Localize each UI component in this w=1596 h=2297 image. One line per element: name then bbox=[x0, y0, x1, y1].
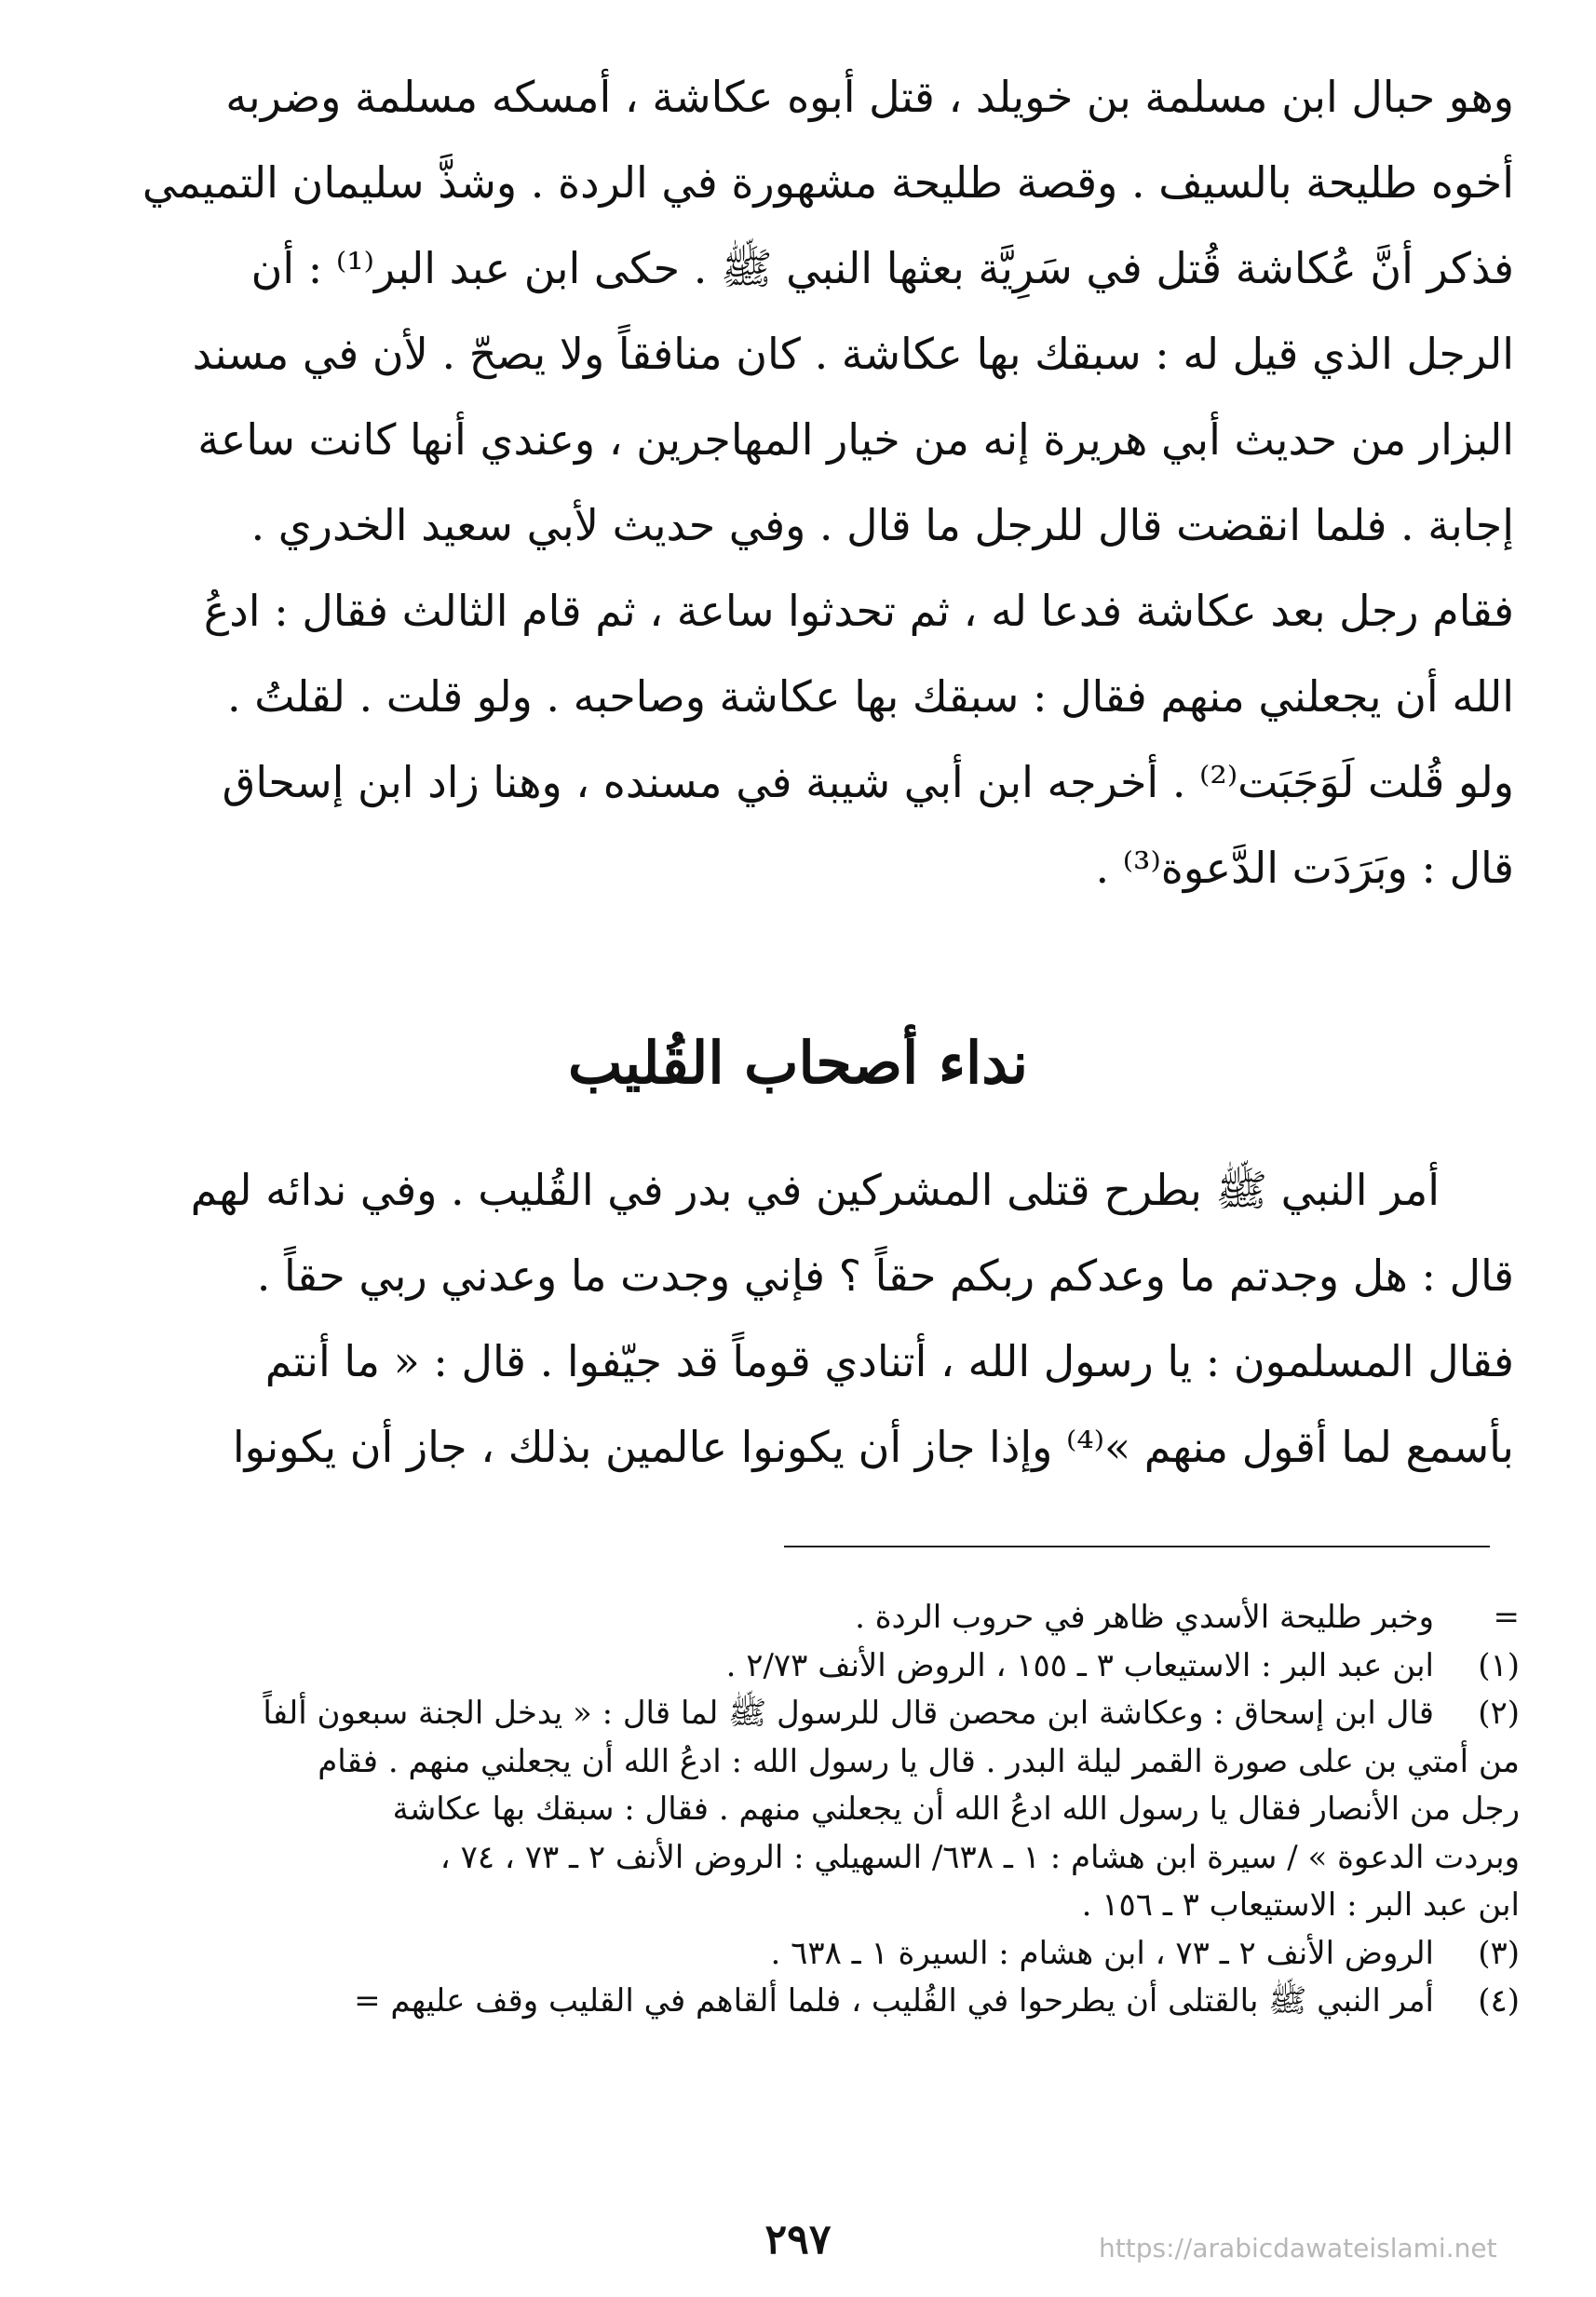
text-line: بأسمع لما أقول منهم »⁽⁴⁾ وإذا جاز أن يكونوا عالمين بذلك ، جاز أن يكونوا bbox=[232, 1422, 1514, 1472]
text-line: وهو حبال ابن مسلمة بن خويلد ، قتل أبوه عكاشة ، أمسكه مسلمة وضربه bbox=[225, 72, 1514, 122]
text-line: الرجل الذي قيل له : سبقك بها عكاشة . كان منافقاً ولا يصحّ . لأن في مسند bbox=[192, 329, 1514, 379]
text-line: أخوه طليحة بالسيف . وقصة طليحة مشهورة في الردة . وشذَّ سليمان التميمي bbox=[142, 157, 1514, 208]
watermark-url: https://arabicdawateislami.net bbox=[1099, 2233, 1497, 2263]
page-number: ٢٩٧ bbox=[764, 2216, 832, 2263]
text-line: فذكر أنَّ عُكاشة قُتل في سَرِيَّة بعثها النبي ﷺ . حكى ابن عبد البر⁽¹⁾ : أن bbox=[250, 243, 1514, 293]
footnote-line: وخبر طليحة الأسدي ظاهر في حروب الردة . bbox=[855, 1599, 1434, 1636]
footnote-line: أمر النبي ﷺ بالقتلى أن يطرحوا في القُليب ، فلما ألقاهم في القليب وقف عليهم = bbox=[354, 1982, 1434, 2020]
footnote-mark: (٤) bbox=[1478, 1982, 1520, 2020]
footnote-2-cont bbox=[76, 1738, 1520, 1930]
text-line: قال : هل وجدتم ما وعدكم ربكم حقاً ؟ فإني وجدت ما وعدني ربي حقاً . bbox=[256, 1250, 1514, 1301]
section-heading: نداء أصحاب القُليب bbox=[567, 1029, 1029, 1097]
text-line: إجابة . فلما انقضت قال للرجل ما قال . وفي حديث لأبي سعيد الخدري . bbox=[250, 500, 1514, 550]
footnote-line: قال ابن إسحاق : وعكاشة ابن محصن قال للرسول ﷺ لما قال : « يدخل الجنة سبعون ألفاً bbox=[263, 1695, 1434, 1732]
text-line: قال : وبَرَدَت الدَّعوة⁽³⁾ . bbox=[1095, 843, 1514, 893]
footnote-4 bbox=[76, 1978, 1520, 2026]
footnote-2 bbox=[76, 1690, 1520, 1738]
text-line: أمر النبي ﷺ بطرح قتلى المشركين في بدر في القُليب . وفي ندائه لهم bbox=[190, 1165, 1440, 1215]
footnote-divider bbox=[784, 1546, 1490, 1547]
text-line: فقال المسلمون : يا رسول الله ، أتنادي قوماً قد جيّفوا . قال : « ما أنتم bbox=[264, 1336, 1514, 1386]
footnotes bbox=[76, 1594, 1520, 2026]
text-line: ولو قُلت لَوَجَبَت⁽²⁾ . أخرجه ابن أبي شيبة في مسنده ، وهنا زاد ابن إسحاق bbox=[222, 757, 1514, 807]
footnote-mark: (١) bbox=[1478, 1646, 1520, 1684]
text-line: البزار من حديث أبي هريرة إنه من خيار المهاجرين ، وعندي أنها كانت ساعة bbox=[197, 414, 1514, 465]
footnote-line: الروض الأنف ٢ ـ ٧٣ ، ابن هشام : السيرة ١ ـ ٦٣٨ . bbox=[770, 1934, 1434, 1972]
main-paragraph-2 bbox=[82, 1147, 1514, 1490]
main-paragraph-1 bbox=[82, 54, 1514, 911]
footnote-mark: (٢) bbox=[1478, 1695, 1520, 1732]
text-line: فقام رجل بعد عكاشة فدعا له ، ثم تحدثوا ساعة ، ثم قام الثالث فقال : ادعُ bbox=[203, 586, 1514, 636]
text-line: الله أن يجعلني منهم فقال : سبقك بها عكاشة وصاحبه . ولو قلت . لقلتُ . bbox=[227, 671, 1514, 722]
footnote-line: ابن عبد البر : الاستيعاب ٣ ـ ١٥٥ ، الروض الأنف ٢/٧٣ . bbox=[725, 1646, 1434, 1684]
footnote-3 bbox=[76, 1930, 1520, 1979]
footnote-line: وبردت الدعوة » / سيرة ابن هشام : ١ ـ ٦٣٨/ السهيلي : الروض الأنف ٢ ـ ٧٣ ، ٧٤ ، bbox=[440, 1838, 1520, 1876]
footnote-line: من أمتي بن على صورة القمر ليلة البدر . قال يا رسول الله : ادعُ الله أن يجعلني منهم . فقام bbox=[318, 1742, 1520, 1780]
footnote-mark: (٣) bbox=[1478, 1934, 1520, 1972]
footnote-1 bbox=[76, 1642, 1520, 1691]
footnote-mark: = bbox=[1493, 1599, 1520, 1636]
footnote-line: ابن عبد البر : الاستيعاب ٣ ـ ١٥٦ . bbox=[1081, 1886, 1520, 1924]
footnote-line: رجل من الأنصار فقال يا رسول الله ادعُ الله أن يجعلني منهم . فقال : سبقك بها عكاشة bbox=[392, 1790, 1520, 1828]
footnote-continuation bbox=[76, 1594, 1520, 1642]
